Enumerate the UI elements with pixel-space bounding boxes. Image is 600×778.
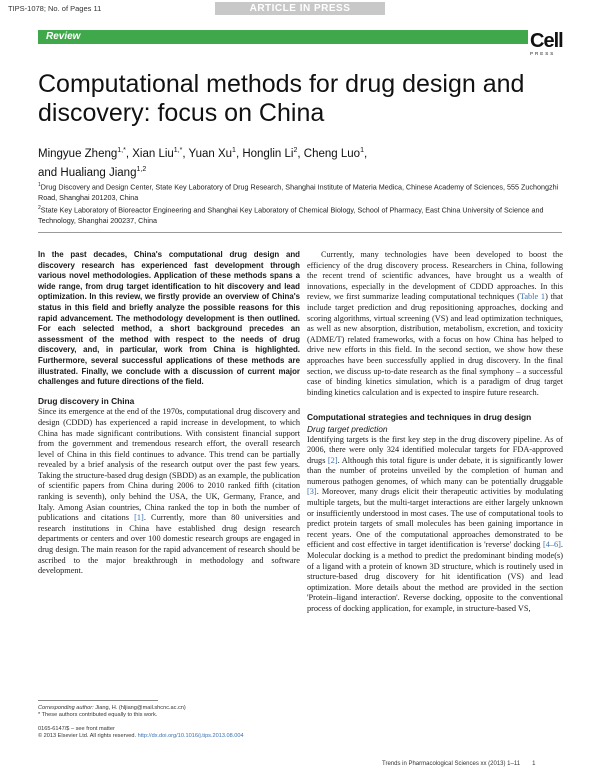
affiliation-text: Drug Discovery and Design Center, State Key Laboratory of Drug Research, Shanghai Institute of Materia Medica, Chinese Academy of Sciences, 555 Zuchongzhi Road, Shanghai 201203, China [38, 182, 559, 202]
text-run: ) that include target prediction and drug repositioning approaches, docking and scoring algorithms, virtual screening (VS) and lead optimization techniques, as well as new absorption, distribution, metabolism, excretion, and toxicity (ADME/T) related frameworks, with a focus on how China has helped to drive new efforts in this field. In the second section, we show how these approaches have been successfully applied in drug discovery. In the final section, we discuss up-to-date research as the final symphony – a successful case of binding kinetics simulation, which is a paradigm of drug target binding kinetics calculation and is expected to inspire future research. [307, 292, 564, 397]
doi-link[interactable]: http://dx.doi.org/10.1016/j.tips.2013.08.004 [137, 733, 244, 740]
text-run: Since its emergence at the end of the 1970s, computational drug discovery and design (CDDD) has experienced a rapid increase in development, to which China has made significant contributions. With consistent financial support from the government and tremendous research effort, the overall research level of China in this field continues to advance. This trend can be partially revealed by a brief analysis of the research output over the past few years. Taking the structure-based drug design (SBDD) as an example, the publication of scientific papers from China during 2006 to 2010 ranked fifth (citation ranking is seventh), only behind the USA, the UK, Germany, France, and Italy. Among Asian countries, China ranked the top in both the number of publications and citations [38, 407, 300, 523]
page-footer [382, 761, 535, 767]
copyright-line [38, 733, 300, 740]
author-name: Mingyue Zheng [38, 147, 118, 160]
article-in-press-banner [215, 2, 385, 15]
citation-link[interactable]: [4–6] [542, 540, 561, 550]
text-run: . Currently, more than 80 universities and research institutions in China have established drug design research departments or centers and over 100 domestic research groups are engaged in drug design. The main reason for the rapid advancement of research should be ascribed to the major breakthrough in methodology and software development. [38, 513, 301, 576]
corresponding-label: Corresponding author: [38, 705, 94, 711]
author-name: Hualiang Jiang [60, 166, 137, 179]
cell-press-logo [530, 31, 566, 59]
abstract: In the past decades, China's computational drug design and discovery research has experienced fast development through various novel methodologies. Application of these methods spans a wide range, from drug target identification to hit discovery and lead optimization. In this review, we firstly provide an overview of China's status in this field and briefly analyze the possible reasons for this rapid advancement. The methodology development is then outlined. For each selected method, a short background precedes an assessment of the method with respect to the needs of drug discovery, and, in particular, work from China is highlighted. Furthermore, several successful applications of these methods are illustrated. Finally, we conclude with a discussion of current major challenges and future directions of the field. [38, 250, 300, 387]
citation-link[interactable]: [2] [327, 455, 338, 465]
author-name: Cheng Luo [303, 147, 361, 160]
author-affiliation-marker: 1 [232, 147, 236, 154]
article-title: Computational methods for drug design and discovery: focus on China [38, 70, 525, 127]
manuscript-id: TIPS-1078; No. of Pages 11 [8, 4, 102, 13]
author-name: Yuan Xu [188, 147, 233, 160]
issn-line: 0165-6147/$ – see front matter [38, 725, 115, 732]
banner-label: ARTICLE IN PRESS [249, 3, 351, 14]
left-column [38, 250, 300, 577]
corresponding-value: Jiang, H. (hljiang@mail.shcnc.ac.cn) [95, 705, 186, 711]
section-tab-review [38, 30, 528, 44]
text-run: . Moreover, many drugs elicit their therapeutic activities by modulating multiple targets, but the multi-target interactions are either largely unknown or insufficiently understood in most cases. The use of computational tools to predict protein targets of small molecules has been gaining importance in recent years. One of the computational approaches demonstrated to be efficient and cost effective in target identification is 'reverse' docking [307, 487, 563, 550]
body-paragraph [307, 250, 563, 398]
table-link[interactable]: Table 1 [519, 292, 546, 302]
affiliation-marker: 2 [38, 205, 41, 212]
right-column [307, 250, 563, 615]
author-name: Xian Liu [132, 147, 174, 160]
affiliation [38, 203, 562, 226]
section-label: Review [46, 31, 81, 42]
header-divider [38, 232, 562, 233]
author-name: Honglin Li [242, 147, 294, 160]
journal-citation: Trends in Pharmacological Sciences xx (2013) 1–11 [382, 761, 521, 767]
body-paragraph [38, 407, 300, 577]
section-heading: Drug discovery in China [38, 395, 135, 406]
affiliation [38, 180, 562, 203]
author-affiliation-marker: 2 [293, 147, 298, 154]
copyright-text: © 2013 Elsevier Ltd. All rights reserved. [38, 733, 137, 740]
author-list: Mingyue Zheng$^{1,*}$, Xian Liu$^{1,*}$, Yuan Xu$^1$, Honglin Li$^2$, Cheng Luo$^1$, and Hualiang Jiang$^{1,2}$ [38, 147, 368, 179]
text-run: Identifying targets is the first key step in the drug discovery pipeline. As of 2006, there were only 324 identified molecular targets for FDA-approved drugs [307, 434, 563, 465]
affiliations [38, 180, 562, 226]
text-run: Currently, many technologies have been developed to boost the efficiency of the drug discovery process. Researchers in China, following the recent trend of scientific advances, have brought us a wealth of innovations, especially in the development of CDDD approaches. In this review, we first summarize leading computational techniques ( [307, 250, 563, 302]
footnote-divider [38, 700, 158, 701]
subsection-heading: Drug target prediction [307, 423, 388, 434]
corresponding-author [38, 705, 300, 712]
running-header [0, 0, 600, 18]
section-heading: Computational strategies and techniques in drug design [307, 412, 532, 423]
equal-contribution-note: * These authors contributed equally to this work. [38, 712, 158, 719]
author-affiliation-marker: 1 [360, 147, 364, 154]
text-run: . Molecular docking is a method to predict the predominant binding mode(s) of a ligand with a protein of known 3D structure, which is routinely used in structure-based drug discovery for hit identification (VS) and lead optimization. More details about the method are provided in the section 'Protein–ligand interaction'. Reverse docking, opposite to the conventional process of docking application, for example, in structure-based VS, [307, 540, 563, 613]
text-run: . Although this total figure is under debate, it is significantly lower than the number of proteins unveiled by the completion of human and numerous pathogen genomes, of which many can be potentially druggable [307, 455, 564, 486]
body-paragraph [307, 435, 563, 615]
logo-sub: PRESS [530, 51, 556, 56]
citation-link[interactable]: [1] [134, 513, 144, 523]
footnotes [38, 700, 300, 741]
affiliation-text: State Key Laboratory of Bioreactor Engineering and Shanghai Key Laboratory of Chemical Biology, School of Pharmacy, East China University of Science and Technology, Shanghai 200237, China [38, 205, 544, 225]
author-affiliation-marker: 1,* [173, 147, 183, 154]
page-number: 1 [532, 761, 536, 767]
logo-word: Cell [530, 30, 563, 52]
affiliation-marker: 1 [38, 182, 41, 188]
author-affiliation-marker: 1,* [117, 147, 126, 154]
author-affiliation-marker: 1,2 [136, 165, 147, 173]
citation-link[interactable]: [3] [307, 487, 317, 497]
